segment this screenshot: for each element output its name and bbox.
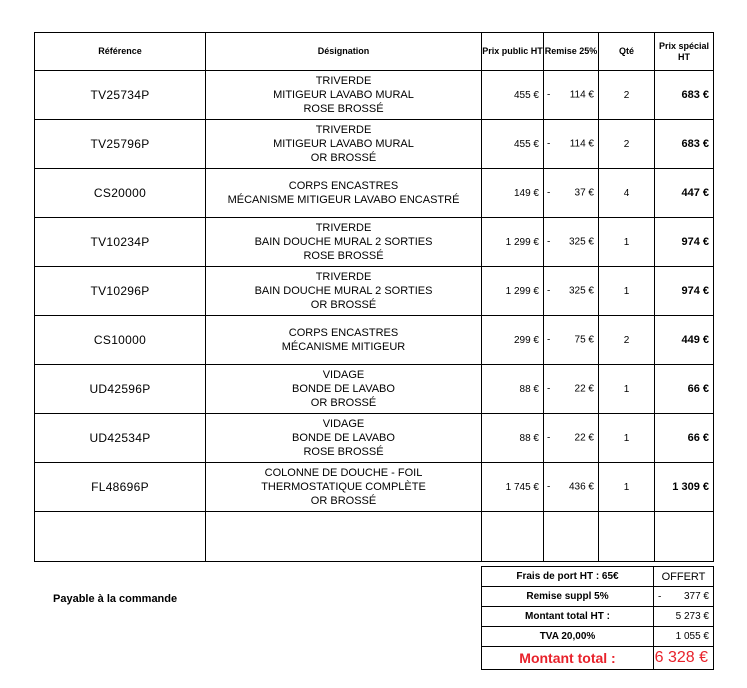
qte-cell: 2 xyxy=(599,316,655,365)
qte-cell: 2 xyxy=(599,120,655,169)
tva-label: TVA 20,00% xyxy=(482,627,654,647)
remise-cell xyxy=(544,169,599,218)
prix-public-cell: 88 € xyxy=(482,414,544,463)
prix-public-cell: 1 299 € xyxy=(482,218,544,267)
remise-suppl-label: Remise suppl 5% xyxy=(482,587,654,607)
header-remise: Remise 25% xyxy=(544,33,599,71)
prix-special-cell: 66 € xyxy=(655,414,714,463)
reference-cell: TV10296P xyxy=(35,267,206,316)
designation-line: OR BROSSÉ xyxy=(310,397,377,409)
designation-line: TRIVERDE xyxy=(315,75,372,87)
designation-line: BONDE DE LAVABO xyxy=(292,383,395,395)
montant-total-label: Montant total : xyxy=(482,647,654,670)
remise-value: 22 € xyxy=(574,383,594,395)
remise-cell xyxy=(544,218,599,267)
empty-row xyxy=(35,512,714,562)
designation-line: ROSE BROSSÉ xyxy=(303,103,384,115)
reference-cell: TV25734P xyxy=(35,71,206,120)
header-prix-special-line2: HT xyxy=(678,51,690,62)
designation-line: CORPS ENCASTRES xyxy=(288,327,399,339)
remise-suppl-sign: - xyxy=(658,591,662,602)
montant-ht-row xyxy=(482,607,714,627)
reference-cell: UD42596P xyxy=(35,365,206,414)
montant-ht-label: Montant total HT : xyxy=(482,607,654,627)
prix-public-cell: 455 € xyxy=(482,120,544,169)
table-row xyxy=(35,169,714,218)
designation-line: VIDAGE xyxy=(322,369,365,381)
tva-value: 1 055 € xyxy=(654,627,714,647)
remise-cell xyxy=(544,71,599,120)
remise-value: 325 € xyxy=(568,236,594,248)
remise-cell xyxy=(544,414,599,463)
designation-cell xyxy=(206,71,482,120)
remise-sign: - xyxy=(547,481,551,493)
header-prix-special xyxy=(655,33,714,71)
remise-value: 436 € xyxy=(568,481,594,493)
payable-note: Payable à la commande xyxy=(53,593,178,605)
designation-line: ROSE BROSSÉ xyxy=(303,446,384,458)
remise-value: 114 € xyxy=(569,138,594,150)
table-row xyxy=(35,463,714,512)
prix-special-cell: 1 309 € xyxy=(655,463,714,512)
designation-cell xyxy=(206,316,482,365)
reference-cell: CS20000 xyxy=(35,169,206,218)
remise-sign: - xyxy=(547,432,551,444)
remise-sign: - xyxy=(547,334,551,346)
designation-line: BAIN DOUCHE MURAL 2 SORTIES xyxy=(254,285,433,297)
table-row xyxy=(35,120,714,169)
qte-cell: 1 xyxy=(599,463,655,512)
designation-line: MÉCANISME MITIGEUR LAVABO ENCASTRÉ xyxy=(227,194,460,206)
remise-cell xyxy=(544,267,599,316)
prix-public-cell: 88 € xyxy=(482,365,544,414)
remise-cell xyxy=(544,365,599,414)
designation-line: ROSE BROSSÉ xyxy=(303,250,384,262)
designation-line: TRIVERDE xyxy=(315,124,372,136)
remise-value: 325 € xyxy=(568,285,594,297)
designation-line: CORPS ENCASTRES xyxy=(288,180,399,192)
designation-cell xyxy=(206,463,482,512)
frais-port-value: OFFERT xyxy=(654,567,714,587)
qte-cell: 1 xyxy=(599,414,655,463)
designation-line: COLONNE DE DOUCHE - FOIL xyxy=(264,467,423,479)
prix-special-cell: 683 € xyxy=(655,71,714,120)
prix-special-cell: 66 € xyxy=(655,365,714,414)
reference-cell: FL48696P xyxy=(35,463,206,512)
table-row xyxy=(35,365,714,414)
frais-port-label: Frais de port HT : 65€ xyxy=(482,567,654,587)
designation-line: BAIN DOUCHE MURAL 2 SORTIES xyxy=(254,236,433,248)
prix-special-cell: 974 € xyxy=(655,218,714,267)
designation-line: TRIVERDE xyxy=(315,222,372,234)
reference-cell: TV25796P xyxy=(35,120,206,169)
designation-line: MÉCANISME MITIGEUR xyxy=(281,341,406,353)
qte-cell: 1 xyxy=(599,218,655,267)
header-reference: Référence xyxy=(35,33,206,71)
designation-line: MITIGEUR LAVABO MURAL xyxy=(273,89,414,101)
remise-sign: - xyxy=(547,187,551,199)
montant-ht-value: 5 273 € xyxy=(654,607,714,627)
table-row xyxy=(35,267,714,316)
designation-cell xyxy=(206,267,482,316)
remise-value: 114 € xyxy=(569,89,594,101)
remise-value: 22 € xyxy=(574,432,594,444)
designation-cell xyxy=(206,365,482,414)
qte-cell: 1 xyxy=(599,267,655,316)
designation-line: THERMOSTATIQUE COMPLÈTE xyxy=(261,481,426,493)
designation-line: BONDE DE LAVABO xyxy=(292,432,395,444)
designation-line: VIDAGE xyxy=(322,418,365,430)
header-prix-public: Prix public HT xyxy=(482,33,544,71)
table-row xyxy=(35,71,714,120)
designation-line: OR BROSSÉ xyxy=(310,152,377,164)
totals-table xyxy=(481,566,714,670)
table-row xyxy=(35,316,714,365)
prix-special-cell: 449 € xyxy=(655,316,714,365)
reference-cell: TV10234P xyxy=(35,218,206,267)
table-header-row xyxy=(35,33,714,71)
montant-total-value: 6 328 € xyxy=(654,647,714,670)
designation-line: OR BROSSÉ xyxy=(310,495,377,507)
remise-suppl-value: 377 € xyxy=(683,591,709,602)
remise-suppl-cell xyxy=(654,587,714,607)
designation-line: TRIVERDE xyxy=(315,271,372,283)
table-row xyxy=(35,414,714,463)
prix-special-cell: 683 € xyxy=(655,120,714,169)
reference-cell: UD42534P xyxy=(35,414,206,463)
reference-cell: CS10000 xyxy=(35,316,206,365)
header-designation: Désignation xyxy=(206,33,482,71)
header-qte: Qté xyxy=(599,33,655,71)
designation-cell xyxy=(206,414,482,463)
remise-sign: - xyxy=(547,383,551,395)
designation-cell xyxy=(206,218,482,267)
prix-public-cell: 149 € xyxy=(482,169,544,218)
remise-cell xyxy=(544,316,599,365)
tva-row xyxy=(482,627,714,647)
designation-cell xyxy=(206,120,482,169)
remise-sign: - xyxy=(547,89,551,101)
designation-line: OR BROSSÉ xyxy=(310,299,377,311)
qte-cell: 4 xyxy=(599,169,655,218)
remise-sign: - xyxy=(547,138,551,150)
montant-total-row xyxy=(482,647,714,670)
remise-cell xyxy=(544,120,599,169)
header-prix-special-line1: Prix spécial xyxy=(658,40,710,51)
table-row xyxy=(35,218,714,267)
designation-cell xyxy=(206,169,482,218)
remise-cell xyxy=(544,463,599,512)
prix-public-cell: 1 745 € xyxy=(482,463,544,512)
prix-special-cell: 974 € xyxy=(655,267,714,316)
qte-cell: 1 xyxy=(599,365,655,414)
remise-suppl-row xyxy=(482,587,714,607)
prix-special-cell: 447 € xyxy=(655,169,714,218)
qte-cell: 2 xyxy=(599,71,655,120)
frais-port-row xyxy=(482,567,714,587)
prix-public-cell: 455 € xyxy=(482,71,544,120)
designation-line: MITIGEUR LAVABO MURAL xyxy=(273,138,414,150)
prix-public-cell: 299 € xyxy=(482,316,544,365)
remise-sign: - xyxy=(547,236,551,248)
quote-table xyxy=(34,32,714,562)
prix-public-cell: 1 299 € xyxy=(482,267,544,316)
remise-sign: - xyxy=(547,285,551,297)
remise-value: 75 € xyxy=(574,334,594,346)
remise-value: 37 € xyxy=(574,187,594,199)
